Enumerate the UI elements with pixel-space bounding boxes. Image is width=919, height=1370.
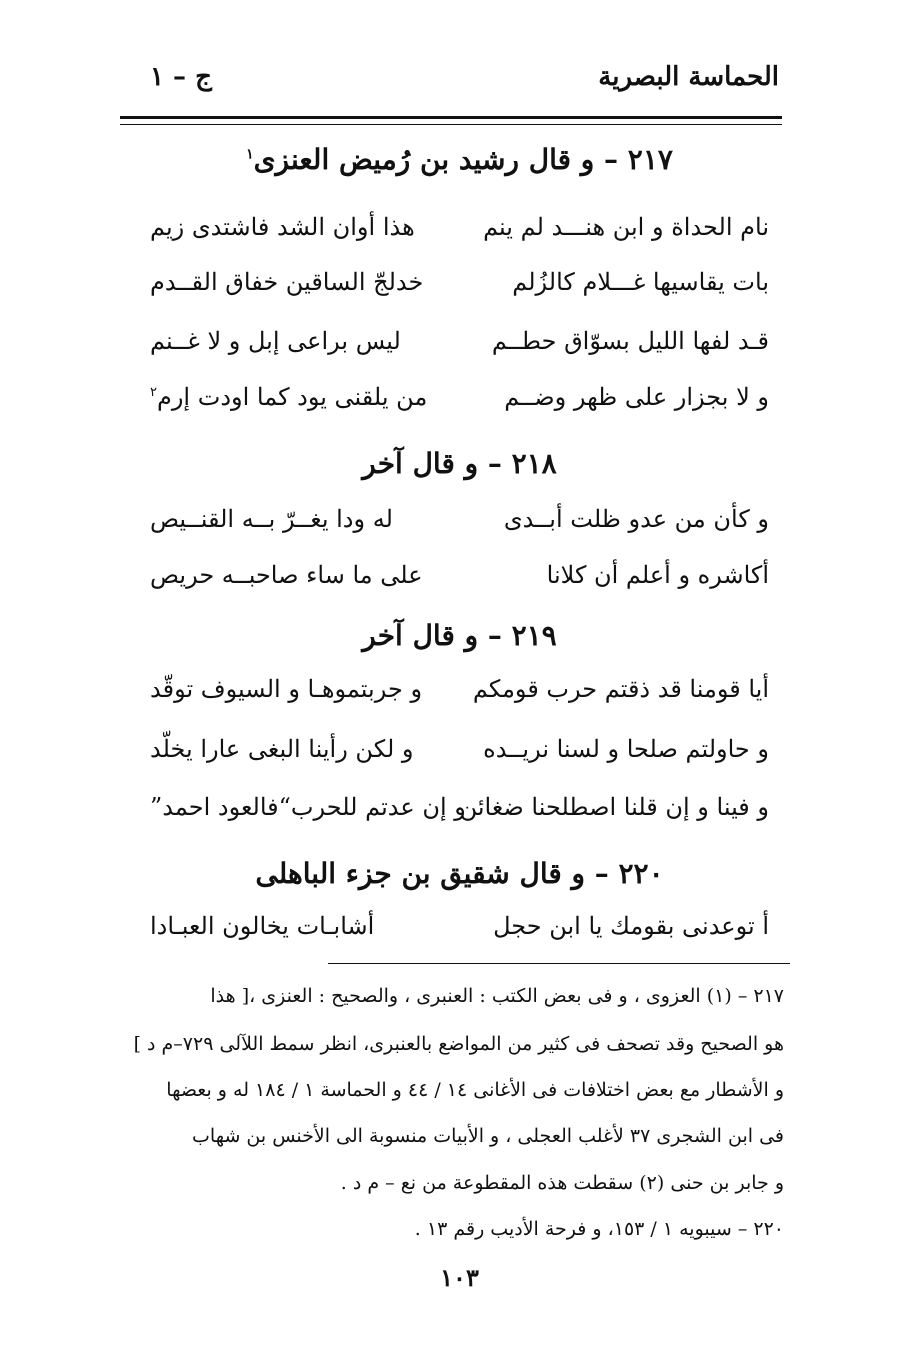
verse-line — [150, 675, 769, 715]
running-header — [120, 62, 779, 106]
first-hemistich: بات يقاسيها غـــلام كالزُلم — [512, 268, 769, 296]
footnote-line: فى ابن الشجرى ٣٧ لأغلب العجلى ، و الأبيات منسوبة الى الأخنس بن شهاب — [192, 1125, 784, 1147]
second-hemistich: و لكن رأينا البغى عارا يخلّد — [150, 735, 414, 763]
first-hemistich: نام الحداة و ابن هنـــد لم ينم — [483, 213, 769, 241]
verse-line — [150, 327, 769, 367]
header-rule-thick — [120, 116, 782, 119]
second-hemistich: خدلجّ الساقين خفاق القــدم — [150, 268, 424, 296]
second-hemistich: على ما ساء صاحبــه حريص — [150, 561, 423, 589]
verse-line — [150, 213, 769, 253]
poem-title — [150, 143, 769, 176]
verse-line — [150, 735, 769, 775]
header-rule-thin — [120, 124, 782, 125]
first-hemistich: و لا بجزار على ظهر وضــم — [504, 383, 769, 411]
first-hemistich: و فينا و إن قلنا اصطلحنا ضغائن — [459, 793, 769, 821]
first-hemistich: و كأن من عدو ظلت أبــدى — [503, 505, 769, 533]
poem-title: ٢٢٠ – و قال شقيق بن جزء الباهلى — [255, 857, 664, 890]
first-hemistich: قـد لفها الليل بسوّاق حطــم — [491, 327, 769, 355]
poem-title-text: ٢١٧ – و قال رشيد بن رُميض العنزى — [253, 143, 673, 176]
poem-title: ٢١٨ – و قال آخر — [362, 447, 557, 480]
second-hemistich: هذا أوان الشد فاشتدى زيم — [150, 213, 415, 241]
verse-line — [150, 912, 769, 952]
verse-line — [150, 268, 769, 308]
book-title: الحماسة البصرية — [598, 62, 779, 92]
second-hemistich: و جربتموهـا و السيوف توقّد — [150, 675, 423, 703]
page-number: ١٠٣ — [440, 1263, 479, 1292]
verse-line — [150, 561, 769, 601]
second-hemistich: ليس براعى إبل و لا غــنم — [150, 327, 401, 355]
first-hemistich: أ توعدنى بقومك يا ابن حجل — [493, 912, 769, 940]
footnote-line: ٢٢٠ – سيبويه ١ / ١٥٣، و فرحة الأديب رقم ١٣ . — [414, 1218, 784, 1240]
footnote-separator — [328, 963, 790, 964]
first-hemistich: و حاولتم صلحا و لسنا نريــده — [483, 735, 769, 763]
footnote-line: ٢١٧ – (١) العزوى ، و فى بعض الكتب : العنبرى ، والصحيح : العنزى ،[ هذا — [210, 985, 784, 1007]
footnote-marker: ١ — [246, 146, 254, 163]
verse-line — [150, 505, 769, 545]
footnote-line: و الأشطار مع بعض اختلافات فى الأغانى ١٤ / ٤٤ و الحماسة ١ / ١٨٤ له و بعضها — [166, 1079, 784, 1101]
footnote-marker: ٢ — [150, 385, 157, 400]
first-hemistich: أيا قومنا قد ذقتم حرب قومكم — [472, 675, 769, 703]
second-hemistich: أشابـات يخالون العبـادا — [150, 912, 375, 940]
verse-line — [150, 383, 769, 423]
verse-line — [150, 793, 769, 833]
first-hemistich: أكاشره و أعلم أن كلانا — [546, 561, 769, 589]
volume-label: ج – ١ — [150, 62, 212, 92]
second-hemistich: و إن عدتم للحرب“فالعود احمد” — [150, 793, 466, 821]
footnote-line: هو الصحيح وقد تصحف فى كثير من المواضع بالعنبرى، انظر سمط اللآلى ٧٢٩–م د ] — [133, 1033, 784, 1055]
footnote-line: و جابر بن حنى (٢) سقطت هذه المقطوعة من نع – م د . — [340, 1172, 784, 1194]
second-hemistich: من يلقنى يود كما اودت إرم$^٢$ — [150, 383, 428, 411]
poem-title: ٢١٩ – و قال آخر — [362, 619, 557, 652]
second-hemistich: له ودا يغــرّ بــه القنــيص — [150, 505, 393, 533]
